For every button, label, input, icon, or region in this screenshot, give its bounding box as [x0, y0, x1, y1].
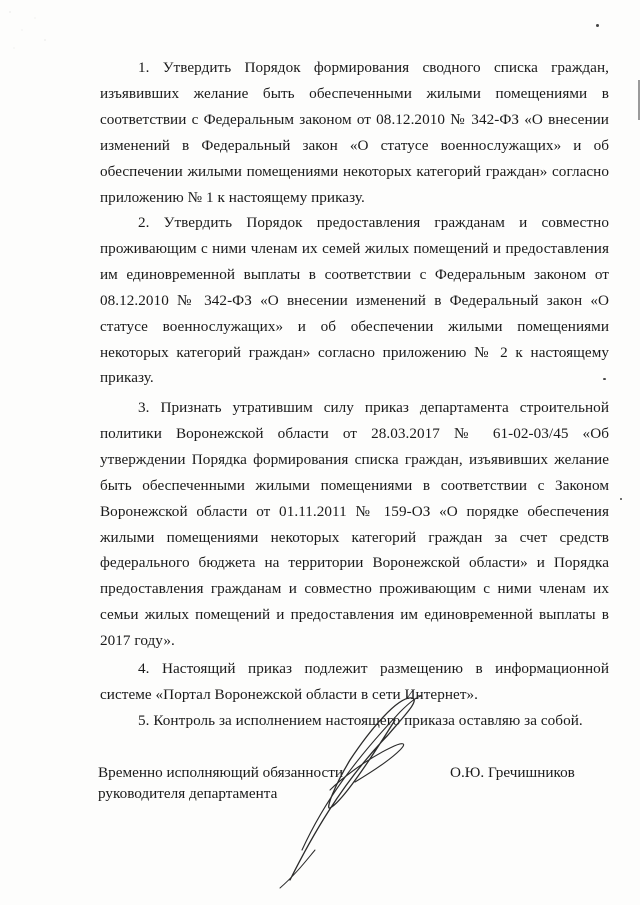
- signatory-name: О.Ю. Гречишников: [450, 764, 575, 781]
- signatory-position-line1: Временно исполняющий обязанности: [98, 764, 344, 781]
- paragraph-5: 5. Контроль за исполнением настоящего приказа оставляю за собой.: [138, 712, 583, 729]
- scan-noise: [0, 0, 60, 60]
- paragraph-3: 3. Признать утратившим силу приказ департамента строительной политики Воронежской области от 28.03.2017 № 61-02-03/45 «Об утверждении Порядка формирования списка граждан, изъявивших желание быть обеспеченными жилыми помещениями в соответствии с Законом Воронежской области от 01.11.2011 № 159-ОЗ «О порядке обеспечения жилыми помещениями некоторых категорий граждан за счет средств федерального бюджета на территории Воронежской области» и Порядка предоставления гражданам и совместно проживающим с ними членам их семьи жилых помещений и предоставления им единовременной выплаты в 2017 году».: [100, 399, 609, 650]
- signatory-position-line2: руководителя департамента: [98, 785, 278, 802]
- paragraph-2: 2. Утвердить Порядок предоставления гражданам и совместно проживающим с ними членам их семей жилых помещений и предоставления им единовременной выплаты в соответствии с Федеральным законом от 08.12.2010 № 342-ФЗ «О внесении изменений в Федеральный закон «О статусе военнослужащих» и об обеспечении жилыми помещениями некоторых категорий граждан» согласно приложению № 2 к настоящему приказу.: [100, 214, 609, 387]
- scan-speck: [620, 498, 622, 500]
- paragraph-4: 4. Настоящий приказ подлежит размещению в информационной системе «Портал Воронежской области в сети Интернет».: [100, 660, 609, 703]
- signatory-position: [98, 762, 398, 804]
- scan-speck: [596, 24, 599, 27]
- paragraph-1: 1. Утвердить Порядок формирования сводного списка граждан, изъявивших желание быть обеспеченными жилыми помещениями в соответствии с Федеральным законом от 08.12.2010 № 342-ФЗ «О внесении изменений в Федеральный закон «О статусе военнослужащих» и об обеспечении жилыми помещениями некоторых категорий граждан» согласно приложению № 1 к настоящему приказу.: [100, 59, 609, 206]
